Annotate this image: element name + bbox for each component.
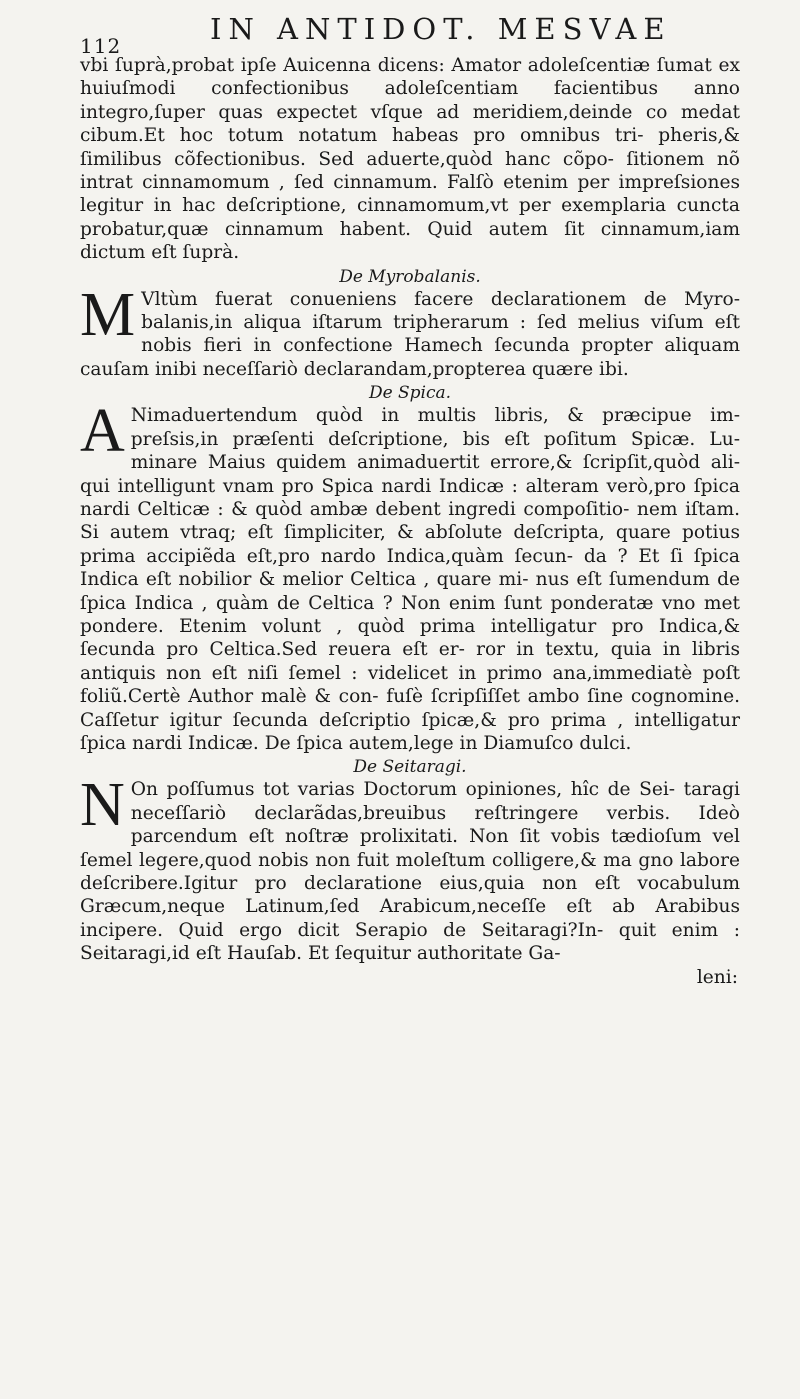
section-paragraph-seitaragi	[80, 771, 740, 965]
section-paragraph-myrobalanis	[80, 280, 740, 382]
section-heading-spica: De Spica.	[368, 383, 452, 404]
dropcap-letter: M	[80, 280, 136, 349]
section-paragraph-spica	[80, 397, 740, 755]
section-heading-seitaragi: De Seitaragi.	[353, 757, 467, 778]
catchword: leni:	[696, 966, 738, 988]
section-text: Vltùm fuerat conueniens facere declarationem de Myro- balanis,in aliqua iſtarum tripherarum : ſed melius viſum eſt nobis fieri in confectione Hamech ſecunda propter aliquam cauſam inibi neceſſariò declarandam,propterea quære ibi.	[80, 288, 740, 380]
section-text: Nimaduertendum quòd in multis libris, & præcipue im- preſsis,in præſenti deſcriptione, bis eſt poſitum Spicæ. Lu- minare Maius quidem animaduertit errore,& ſcripſit,quòd ali- qui intelligunt vnam pro Spica nardi Indicæ : alteram verò,pro ſpica nardi Celticæ : & quòd ambæ debent ingredi compoſitio- nem iſtam. Si autem vtraq; eſt ſimpliciter, & abſolute deſcripta, quare potius prima accipiẽda eſt,pro nardo Indica,quàm ſecun- da ? Et ſi ſpica Indica eſt nobilior & melior Celtica , quare mi- nus eſt ſumendum de ſpica Indica , quàm de Celtica ? Non enim ſunt ponderatæ vno met pondere. Etenim volunt , quòd prima intelligatur pro Indica,& ſecunda pro Celtica.Sed reuera eſt er- ror in textu, quia in libris antiquis non eſt niſi ſemel : videlicet in primo ana,immediatè poſt foliũ.Certè Author malè & con- fuſè ſcripſiſſet ambo ſine cognomine. Caſſetur igitur ſecunda deſcriptio ſpicæ,& pro prima , intelligatur ſpica nardi Indicæ. De ſpica autem,lege in Diamuſco dulci.	[80, 405, 740, 754]
opening-paragraph: vbi ſuprà,probat ipſe Auicenna dicens: Amator adoleſcentiæ ſumat ex huiuſmodi confectionibus adoleſcentiam facientibus anno integro,ſuper quas expectet vſque ad meridiem,deinde co medat cibum.Et hoc totum notatum habeas pro omnibus tri- pheris,& ſimilibus cõfectionibus. Sed aduerte,quòd hanc cõpo- ſitionem nõ intrat cinnamomum , ſed cinnamum. Falſò etenim per impreſsiones legitur in hac deſcriptione, cinnamomum,vt per exemplaria cuncta probatur,quæ cinnamum habent. Quid autem ſit cinnamum,iam dictum eſt ſuprà.	[80, 55, 740, 264]
book-page	[0, 6, 800, 1399]
page-body	[80, 54, 740, 989]
section-text: On poſſumus tot varias Doctorum opiniones, hîc de Sei- taragi neceſſariò declarãdas,breuibus reſtringere verbis. Ideò parcendum eſt noſtræ prolixitati. Non ſit vobis tædioſum vel ſemel legere,quod nobis non fuit moleſtum colligere,& ma gno labore deſcribere.Igitur pro declaratione eius,quia non eſt vocabulum Græcum,neque Latinum,ſed Arabicum,neceſſe eſt ab Arabibus incipere. Quid ergo dicit Serapio de Seitaragi?In- quit enim : Seitaragi,id eſt Hauſab. Et ſequitur authoritate Ga-	[80, 779, 740, 965]
page-header	[80, 6, 740, 58]
folio-number: 112	[80, 34, 122, 58]
section-heading-myrobalanis: De Myrobalanis.	[339, 266, 481, 287]
dropcap-letter: A	[80, 397, 125, 466]
running-title: IN ANTIDOT. MESVAE	[210, 12, 672, 46]
dropcap-letter: N	[80, 771, 125, 840]
